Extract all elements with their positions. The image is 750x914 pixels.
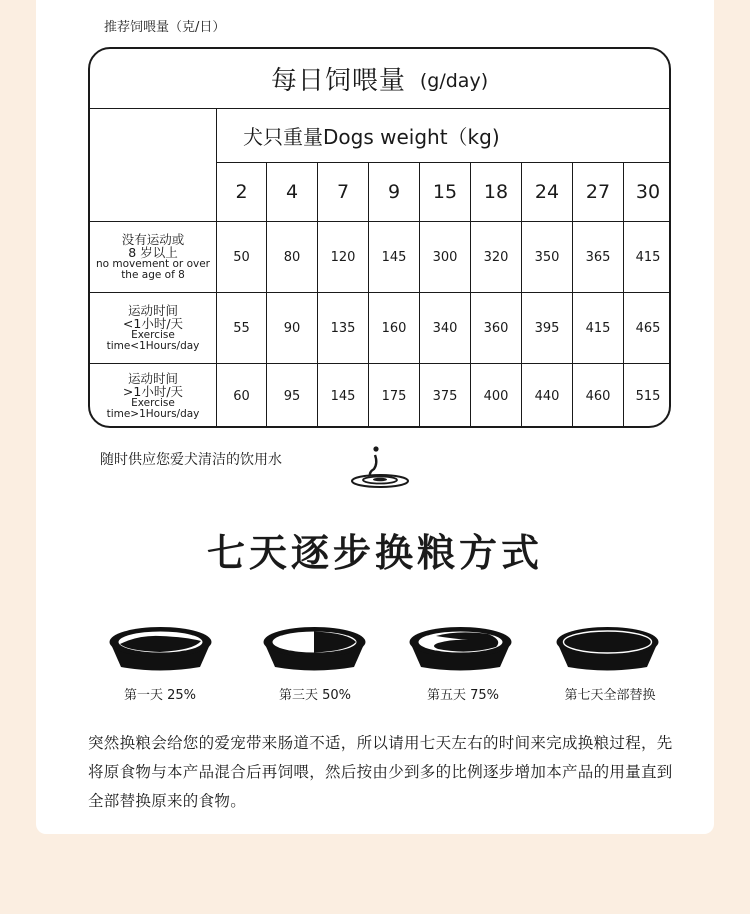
feeding-table — [88, 47, 671, 428]
bowl-50-icon — [262, 622, 367, 672]
table-cell: 375 — [420, 364, 471, 428]
table-cell: 160 — [369, 293, 420, 364]
row-label-cn: >1小时/天 — [122, 383, 184, 399]
row-label-en: no movement or over — [95, 258, 211, 271]
row-label-1 — [90, 293, 217, 364]
table-cell: 415 — [573, 293, 624, 364]
row-label-2 — [90, 364, 217, 428]
weight-col-7: 7 — [318, 163, 369, 222]
row-label-cn: 运动时间 — [127, 302, 178, 318]
row-label-cn: 没有运动或 — [121, 231, 185, 247]
row-label-en: Exercise — [131, 397, 175, 410]
table-title: 每日饲喂量 — [270, 66, 406, 96]
row-label-0 — [90, 222, 217, 293]
row-label-en: time>1Hours/day — [106, 408, 200, 421]
table-cell: 95 — [267, 364, 318, 428]
weight-col-9: 9 — [369, 163, 420, 222]
weight-col-18: 18 — [471, 163, 522, 222]
table-corner-cell — [90, 109, 217, 222]
table-cell: 460 — [573, 364, 624, 428]
table-cell: 80 — [267, 222, 318, 293]
bowl-label-day1: 第一天 25% — [123, 688, 197, 703]
table-cell: 415 — [624, 222, 671, 293]
table-title-row — [90, 49, 669, 109]
transition-paragraph: 突然换粮会给您的爱宠带来肠道不适，所以请用七天左右的时间来完成换粮过程，先将原食物与本产品混合后再饲喂，然后按由少到多的比例逐步增加本产品的用量直到全部替换原来的食物。 — [88, 734, 673, 810]
table-cell: 175 — [369, 364, 420, 428]
table-cell: 90 — [267, 293, 318, 364]
row-label-cn: 8 岁以上 — [128, 244, 178, 260]
table-cell: 55 — [217, 293, 267, 364]
table-title-unit: (g/day) — [419, 69, 489, 92]
table-cell: 135 — [318, 293, 369, 364]
table-cell: 145 — [369, 222, 420, 293]
table-cell: 50 — [217, 222, 267, 293]
row-label-en: time<1Hours/day — [106, 340, 200, 353]
weight-col-4: 4 — [267, 163, 318, 222]
table-cell: 120 — [318, 222, 369, 293]
table-cell: 440 — [522, 364, 573, 428]
table-cell: 300 — [420, 222, 471, 293]
bowl-label-day7: 第七天全部替换 — [564, 688, 656, 703]
table-cell: 145 — [318, 364, 369, 428]
row-label-en: the age of 8 — [121, 269, 185, 282]
water-drop-icon — [350, 445, 412, 491]
section-heading: 七天逐步换粮方式 — [206, 531, 543, 575]
weight-col-15: 15 — [420, 163, 471, 222]
table-cell: 340 — [420, 293, 471, 364]
row-label-cn: 运动时间 — [127, 370, 178, 386]
table-cell: 515 — [635, 388, 661, 404]
weight-col-2: 2 — [217, 163, 267, 222]
weight-col-24: 24 — [522, 163, 573, 222]
bowl-75-icon — [408, 622, 513, 672]
table-cell: 395 — [522, 293, 573, 364]
table-cell: 60 — [217, 364, 267, 428]
table-cell: 350 — [522, 222, 573, 293]
row-label-en: Exercise — [131, 329, 175, 342]
bowl-100-icon — [555, 622, 660, 672]
table-cell: 360 — [471, 293, 522, 364]
bowl-label-day3: 第三天 50% — [278, 688, 352, 703]
bowl-25-icon — [108, 622, 213, 672]
row-label-cn: <1小时/天 — [122, 315, 184, 331]
weight-col-27: 27 — [573, 163, 624, 222]
weight-header: 犬只重量Dogs weight（kg) — [217, 109, 669, 163]
table-cell: 465 — [624, 293, 671, 364]
table-cell: 400 — [471, 364, 522, 428]
water-note: 随时供应您爱犬清洁的饮用水 — [100, 452, 282, 468]
table-cell: 320 — [471, 222, 522, 293]
bowl-label-day5: 第五天 75% — [426, 688, 500, 703]
feeding-caption: 推荐饲喂量（克/日） — [104, 20, 226, 35]
table-cell: 365 — [573, 222, 624, 293]
weight-col-30: 30 — [624, 163, 671, 222]
